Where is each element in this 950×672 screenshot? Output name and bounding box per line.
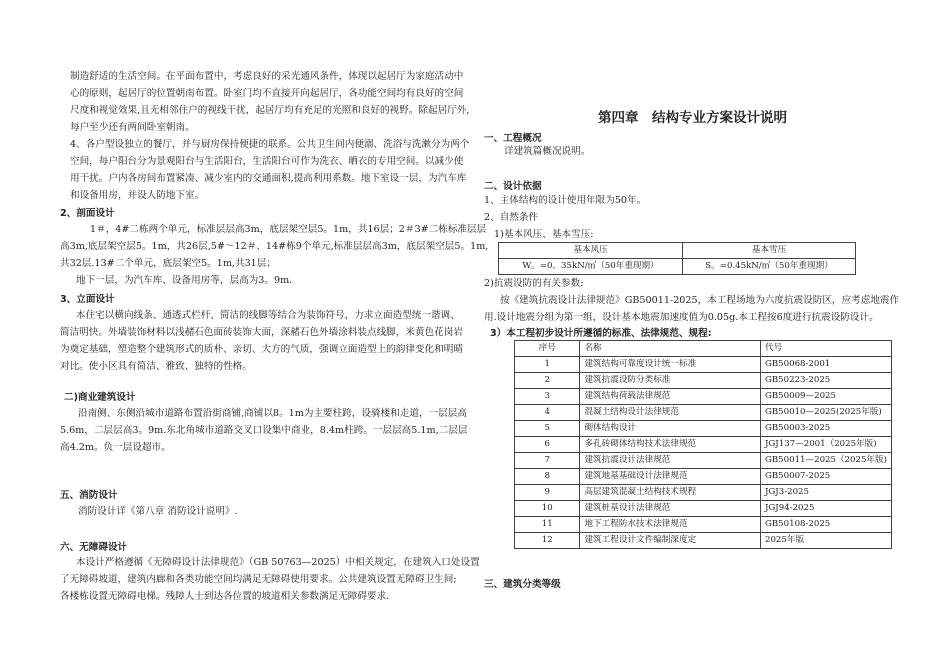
row-number: 11 bbox=[515, 517, 580, 533]
section-heading-basis: 二、设计依据 bbox=[484, 181, 542, 192]
standard-code: JGJ3-2025 bbox=[760, 485, 891, 501]
section-heading-overview: 一、工程概况 bbox=[484, 133, 542, 144]
profile-line: 高3m,底层架空层5。1m，共26层,5#～12＃、14#栋9个单元,标准层层高3m，底层架空层5。1m, bbox=[60, 241, 489, 252]
table-row bbox=[515, 485, 892, 501]
row-number: 6 bbox=[515, 437, 580, 453]
commercial-line: 5.6m，二层层高3。9m.东北角城市道路交叉口设集中商业，8.4m柱跨。一层层高5.1m,二层层 bbox=[60, 425, 468, 436]
table-row bbox=[515, 437, 892, 453]
standard-name: 建筑抗震设计法律规范 bbox=[580, 453, 761, 469]
fire-line: 消防设计详《第八章 消防设计说明》. bbox=[78, 506, 238, 517]
table-row bbox=[515, 469, 892, 485]
facade-line: 简洁明快。外墙装饰材料以浅赭石色面砖装饰大面，深赭石色外墙涂料装点线脚，米黄色花岗岩 bbox=[60, 327, 463, 338]
basis-line: 1、主体结构的设计使用年限为50年。 bbox=[484, 195, 647, 206]
item4-line: 空间，每户阳台分为景观阳台与生活阳台，生活阳台可作为洗衣、晒衣的专用空间。以减少使 bbox=[70, 156, 464, 167]
item4-line: 用干扰。户内各房间布置紧凑、减少室内的交通面积,提高利用系数。地下室设一层，为汽车库 bbox=[70, 173, 467, 184]
overview-line: 详建筑篇概况说明。 bbox=[504, 146, 591, 157]
section-heading-barrier-free: 六、无障碍设计 bbox=[60, 542, 128, 553]
row-number: 4 bbox=[515, 405, 580, 421]
standard-code: GB50108-2025 bbox=[760, 517, 891, 533]
section-heading-commercial: 二)商业建筑设计 bbox=[64, 392, 136, 403]
barrier-line: 本设计严格遵循《无障碍设计法律规范》（GB 50763—2025）中相关规定，在建筑入口处设置 bbox=[76, 557, 480, 568]
chapter-title: 第四章 结构专业方案设计说明 bbox=[598, 110, 787, 126]
standard-code: GB50003-2025 bbox=[760, 421, 891, 437]
barrier-line: 了无障碍坡道，建筑内廊和各类功能空间均满足无障碍使用要求。公共建筑设置无障碍卫生间; bbox=[60, 574, 457, 585]
row-number: 5 bbox=[515, 421, 580, 437]
facade-line: 为奠定基础，塑造整个建筑形式的质朴、亲切、大方的气质，强调立面造型上的韵律变化和明晴 bbox=[60, 344, 463, 355]
row-number: 9 bbox=[515, 485, 580, 501]
table-row bbox=[515, 517, 892, 533]
facade-line: 对比。使小区具有简洁、雅致、独特的性格。 bbox=[60, 361, 252, 372]
codes-table bbox=[514, 340, 892, 549]
wind-snow-table bbox=[498, 242, 856, 275]
standard-code: JGJ137—2001（2025年版) bbox=[760, 437, 891, 453]
seismic-line: 按《建筑抗震设计法律规范》GB50011-2025，本工程场地为六度抗震设防区，应考虑地震作 bbox=[500, 295, 900, 306]
intro-line: 每户至少还有两间卧室朝南。 bbox=[70, 122, 195, 133]
table-row bbox=[515, 453, 892, 469]
table-row bbox=[515, 357, 892, 373]
intro-line: 尺度和视觉效果,且无相邻住户的视线干扰，起居厅均有充足的光照和良好的视野。除起居厅外, bbox=[70, 105, 470, 116]
codes-title: 3）本工程初步设计所遵循的标准、法律规范、规程: bbox=[490, 328, 712, 339]
section-heading-classification: 三、建筑分类等级 bbox=[484, 579, 561, 590]
row-number: 8 bbox=[515, 469, 580, 485]
seismic-line: 用.设计地震分组为第一组，设计基本地震加速度值为0.05g.本工程按6度进行抗震设防设计。 bbox=[484, 312, 879, 323]
standard-name: 多孔砖砌体结构技术法律规范 bbox=[580, 437, 761, 453]
table-row bbox=[515, 501, 892, 517]
commercial-line: 沿南侧、东侧沿城市道路布置沿街商铺,商铺以8。1m为主要柱跨，设骑楼和走道，一层层高 bbox=[78, 408, 467, 419]
basis-line: 1)基本风压、基本雪压: bbox=[494, 229, 594, 240]
standard-name: 高层建筑混凝土结构技术规程 bbox=[580, 485, 761, 501]
snow-header: 基本雪压 bbox=[683, 243, 856, 259]
column-header: 名称 bbox=[580, 341, 761, 357]
standard-name: 混凝土结构设计法律规范 bbox=[580, 405, 761, 421]
standard-name: 建筑结构可靠度设计统一标准 bbox=[580, 357, 761, 373]
row-number: 12 bbox=[515, 533, 580, 549]
standard-name: 建筑结构荷载法律规范 bbox=[580, 389, 761, 405]
table-row bbox=[515, 405, 892, 421]
row-number: 2 bbox=[515, 373, 580, 389]
profile-line: 共32层.13#二个单元，底层架空5。1m,共31层； bbox=[60, 258, 276, 269]
intro-line: 心的原则，起居厅的位置朝南布置。卧室门均不直接开向起居厅，各功能空间均有良好的空间 bbox=[70, 88, 464, 99]
standard-code: GB50007-2025 bbox=[760, 469, 891, 485]
standard-name: 建筑工程设计文件编制深度定 bbox=[580, 533, 761, 549]
row-number: 10 bbox=[515, 501, 580, 517]
item4-line: 4、各户型设独立的餐厅，并与厨房保持便捷的联系。公共卫生间内便溺、洗浴与洗漱分为两个 bbox=[70, 139, 470, 150]
standard-name: 建筑桩基设计法律规范 bbox=[580, 501, 761, 517]
facade-line: 本住宅以横向线条、通透式栏杆、简洁的线脚等结合为装饰符号，力求立面造型统一谐调、 bbox=[76, 310, 460, 321]
intro-line: 制造舒适的生活空间。在平面布置中，考虑良好的采光通风条件，体现以起居厅为家庭活动中 bbox=[70, 71, 464, 82]
standard-code: GB50010—2025(2025年版) bbox=[760, 405, 891, 421]
commercial-line: 高4.2m。负一层设超市。 bbox=[60, 442, 171, 453]
column-header: 代号 bbox=[760, 341, 891, 357]
wind-header: 基本风压 bbox=[499, 243, 683, 259]
standard-name: 建筑抗震设防分类标准 bbox=[580, 373, 761, 389]
table-row bbox=[515, 533, 892, 549]
snow-value: S。=0.45kN/㎡（50年重现期） bbox=[683, 259, 856, 275]
column-header: 序号 bbox=[515, 341, 580, 357]
profile-line: 1＃，4#二栋两个单元，标准层层高3m，底层架空层5。1m，共16层；2＃3#二栋标准层层 bbox=[90, 224, 487, 235]
standard-code: GB50223-2025 bbox=[760, 373, 891, 389]
section-heading-facade: 3、立面设计 bbox=[60, 294, 115, 305]
seismic-title: 2)抗震设防的有关参数: bbox=[484, 278, 584, 289]
wind-value: W。=0。35kN/㎡（50年重现期） bbox=[499, 259, 683, 275]
standard-code: GB50011—2025（2025年版) bbox=[760, 453, 891, 469]
standard-code: JGJ94-2025 bbox=[760, 501, 891, 517]
standard-name: 建筑地基基础设计法律规范 bbox=[580, 469, 761, 485]
barrier-line: 各楼栋设置无障碍电梯。残障人士到达各位置的坡道相关参数满足无障碍要求. bbox=[60, 591, 390, 602]
codes-table-header bbox=[515, 341, 892, 357]
standard-name: 地下工程防水技术法律规范 bbox=[580, 517, 761, 533]
table-row bbox=[515, 389, 892, 405]
standard-name: 砌体结构设计 bbox=[580, 421, 761, 437]
row-number: 3 bbox=[515, 389, 580, 405]
profile-line: 地下一层，为汽车库、设备用房等，层高为3。9m. bbox=[76, 275, 293, 286]
section-heading-profile: 2、剖面设计 bbox=[60, 208, 115, 219]
section-heading-fire: 五、消防设计 bbox=[60, 490, 118, 501]
standard-code: GB50068-2001 bbox=[760, 357, 891, 373]
basis-line: 2、自然条件 bbox=[484, 212, 539, 223]
table-row bbox=[515, 421, 892, 437]
table-row bbox=[515, 373, 892, 389]
standard-code: 2025年版 bbox=[760, 533, 891, 549]
row-number: 1 bbox=[515, 357, 580, 373]
item4-line: 和设备用房，并设人防地下室。 bbox=[70, 190, 205, 201]
standard-code: GB50009—2025 bbox=[760, 389, 891, 405]
row-number: 7 bbox=[515, 453, 580, 469]
